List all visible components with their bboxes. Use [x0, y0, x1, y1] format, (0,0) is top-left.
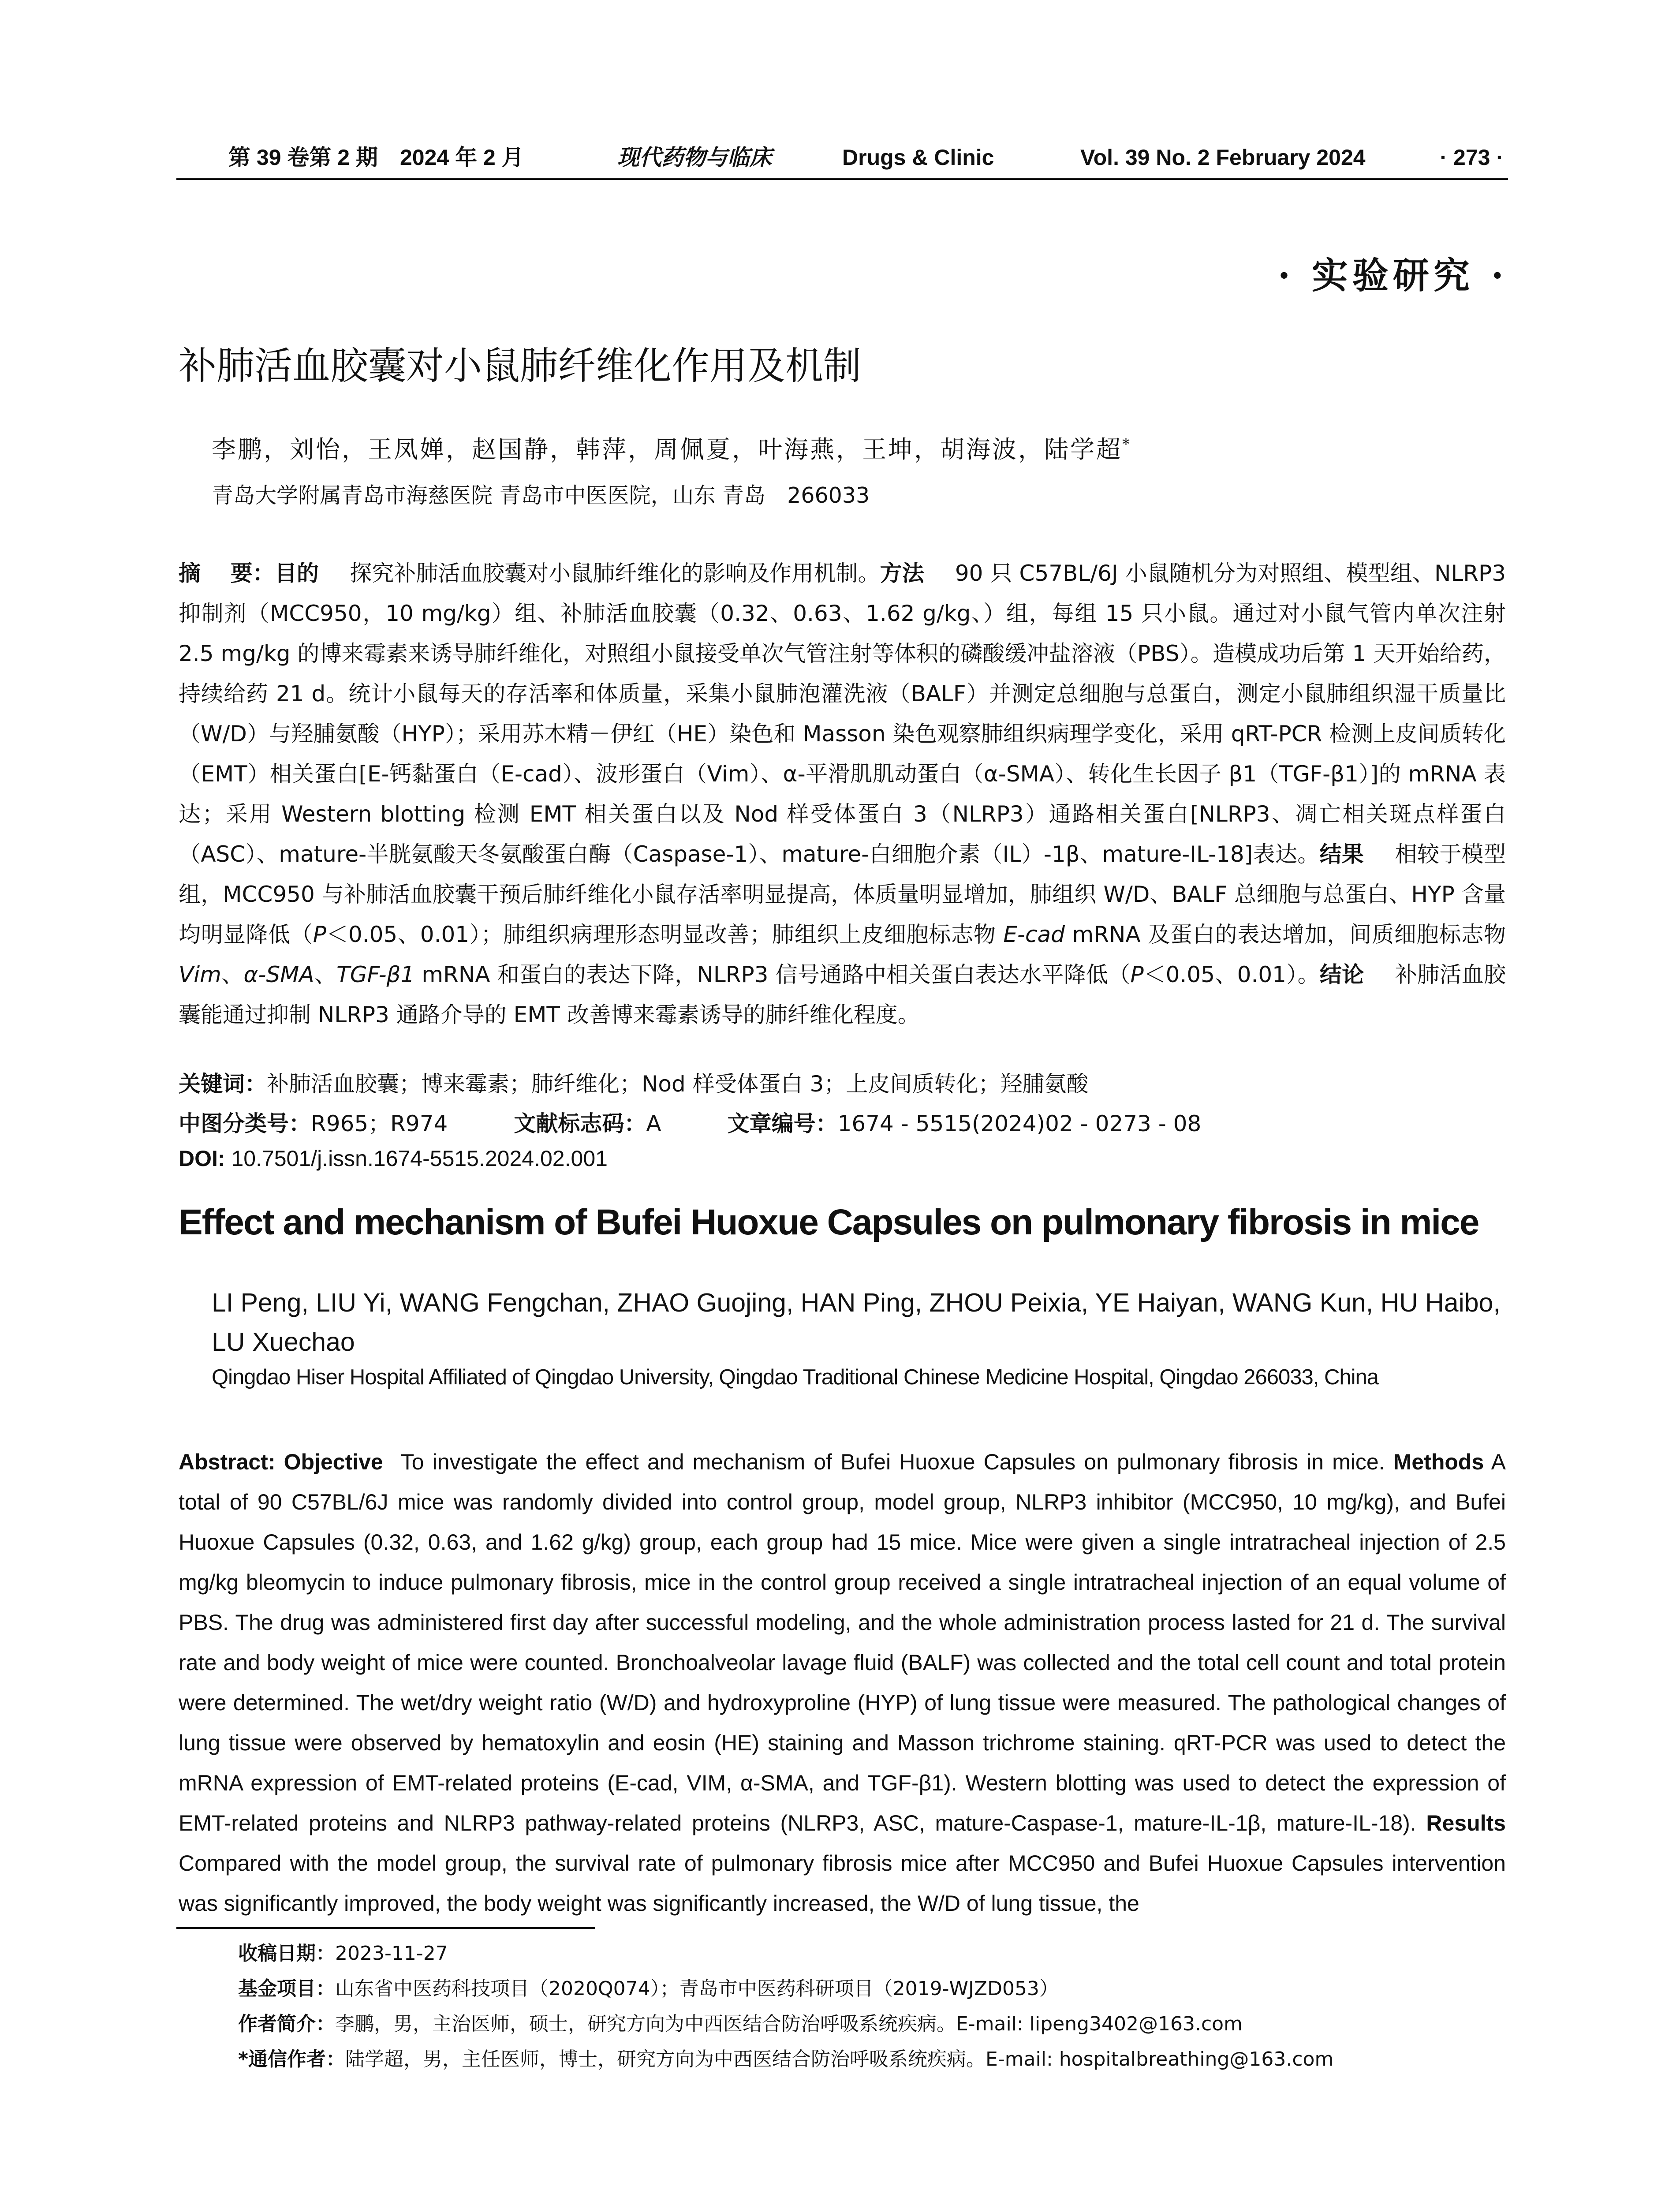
authors-cn [212, 430, 1131, 465]
clc-value: R965；R974 [311, 1111, 448, 1136]
methods-en: A total of 90 C57BL/6J mice was randomly divided into control group, model group, NLRP3 inhibitor (MCC950, 10 mg/kg), and Bufei Huoxue Capsules (0.32, 0.63, and 1.62 g/kg) group, each group had 15 mice. Mice were given a single intratracheal injection of 2.5 mg/kg bleomycin to induce pulmonary fibrosis, mice in the control group received a single intratracheal injection of an equal volume of PBS. The drug was administered first day after successful modeling, and the whole administration process lasted for 21 d. The survival rate and body weight of mice were counted. Bronchoalveolar lavage fluid (BALF) was collected and the total cell count and total protein were determined. The wet/dry weight ratio (W/D) and hydroxyproline (HYP) of lung tissue were measured. The pathological changes of lung tissue were observed by hematoxylin and eosin (HE) staining and Masson trichrome staining. qRT-PCR was used to detect the mRNA expression of EMT-related proteins (E-cad, VIM, α-SMA, and TGF-β1). Western blotting was used to detect the expression of EMT-related proteins and NLRP3 pathway-related proteins (NLRP3, ASC, mature-Caspase-1, mature-IL-1β, mature-IL-18). [179, 1450, 1506, 1835]
authors-en: LI Peng, LIU Yi, WANG Fengchan, ZHAO Guojing, HAN Ping, ZHOU Peixia, YE Haiyan, WANG Kun, HU Haibo, LU Xuechao [212, 1288, 1501, 1357]
methods-cn: 90 只 C57BL/6J 小鼠随机分为对照组、模型组、NLRP3 抑制剂（MCC950，10 mg/kg）组、补肺活血胶囊（0.32、0.63、1.62 g/kg、）组，每组 15 只小鼠。通过对小鼠气管内单次注射 2.5 mg/kg 的博来霉素来诱导肺纤维化，对照组小鼠接受单次气管注射等体积的磷酸缓冲盐溶液（PBS）。造模成功后第 1 天开始给药，持续给药 21 d。统计小鼠每天的存活率和体质量，采集小鼠肺泡灌洗液（BALF）并测定总细胞与总蛋白，测定小鼠肺组织湿干质量比（W/D）与羟脯氨酸（HYP）；采用苏木精－伊红（HE）染色和 Masson 染色观察肺组织病理学变化，采用 qRT-PCR 检测上皮间质转化（EMT）相关蛋白[E-钙黏蛋白（E-cad）、波形蛋白（Vim）、α-平滑肌肌动蛋白（α-SMA）、转化生长因子 β1（TGF-β1）]的 mRNA 表达；采用 Western blotting 检测 EMT 相关蛋白以及 Nod 样受体蛋白 3（NLRP3）通路相关蛋白[NLRP3、凋亡相关斑点样蛋白（ASC）、mature-半胱氨酸天冬氨酸蛋白酶（Caspase-1）、mature-白细胞介素（IL）-1β、mature-IL-18]表达。 [179, 561, 1506, 867]
header-page-number: · 273 · [1440, 145, 1504, 170]
running-header [176, 142, 1508, 173]
results-cn-c: mRNA 及蛋白的表达增加，间质细胞标志物 [1064, 922, 1506, 947]
results-cn-d: mRNA 和蛋白的表达下降，NLRP3 信号通路中相关蛋白表达水平降低（ [414, 962, 1131, 987]
doc-code-label: 文献标志码： [514, 1111, 646, 1136]
header-volume-cn: 第 39 卷第 2 期 2024 年 2 月 [228, 145, 524, 170]
gene-ecad: E-cad [1003, 922, 1065, 947]
title-cn: 补肺活血胶囊对小鼠肺纤维化作用及机制 [179, 344, 861, 388]
article-number-value: 1674 - 5515(2024)02 - 0273 - 08 [837, 1111, 1202, 1136]
article-number-label: 文章编号： [727, 1111, 838, 1136]
results-label-cn: 结果 [1319, 841, 1364, 867]
doi-line [179, 1146, 608, 1171]
corresponding-label: *通信作者： [238, 2048, 346, 2070]
abstract-cn-label: 摘 要： [179, 561, 275, 586]
footnote-rule [176, 1927, 595, 1929]
doc-code-value: A [646, 1111, 661, 1136]
footnote-author [238, 2007, 1517, 2042]
authors-cn-names: 李鹏，刘怡，王凤婵，赵国静，韩萍，周佩夏，叶海燕，王坤，胡海波，陆学超 [212, 435, 1123, 463]
abstract-en [179, 1442, 1506, 1924]
fund-label: 基金项目： [238, 1977, 335, 2000]
results-cn-e: ＜0.05、0.01）。 [1143, 962, 1320, 987]
objective-label-en: Objective [284, 1450, 383, 1474]
affiliation-cn: 青岛大学附属青岛市海慈医院 青岛市中医医院，山东 青岛 266033 [212, 483, 870, 508]
corresponding-mark: * [1122, 435, 1132, 453]
received-label: 收稿日期： [238, 1942, 335, 1965]
author-bio-label: 作者简介： [238, 2013, 335, 2035]
abstract-en-label: Abstract: [179, 1450, 276, 1474]
keywords-cn-label: 关键词： [179, 1071, 267, 1097]
section-label: · 实验研究 · [1277, 254, 1508, 297]
header-rule [176, 178, 1508, 180]
p-value-symbol: P [313, 922, 326, 947]
footnotes [238, 1936, 1517, 2077]
doi-label: DOI: [179, 1146, 225, 1171]
corresponding-text: 陆学超，男，主任医师，博士，研究方向为中西医结合防治呼吸系统疾病。E-mail: hospitalbreathing@163.com [345, 2048, 1334, 2070]
footnote-received [238, 1936, 1517, 1971]
separator-1: 、 [221, 962, 244, 987]
keywords-cn [179, 1066, 1088, 1098]
conclusion-cn: 补肺活血胶囊能通过抑制 NLRP3 通路介导的 EMT 改善博来霉素诱导的肺纤维化程度。 [179, 962, 1506, 1028]
results-cn-a: 相较于模型组，MCC950 与补肺活血胶囊干预后肺纤维化小鼠存活率明显提高，体质量明显增加，肺组织 W/D、BALF 总细胞与总蛋白、HYP 含量均明显降低（ [179, 841, 1506, 947]
received-date: 2023-11-27 [335, 1942, 448, 1965]
footnote-fund [238, 1971, 1517, 2007]
abstract-cn [179, 553, 1506, 1035]
objective-cn: 探究补肺活血胶囊对小鼠肺纤维化的影响及作用机制。 [350, 561, 880, 586]
fund-text: 山东省中医药科技项目（2020Q074）；青岛市中医药科研项目（2019-WJZD053） [335, 1977, 1059, 2000]
doi-value[interactable]: 10.7501/j.issn.1674-5515.2024.02.001 [225, 1146, 608, 1171]
header-journal-en: Drugs & Clinic [842, 145, 994, 170]
conclusion-label-cn: 结论 [1319, 962, 1364, 987]
classification-line [179, 1106, 1201, 1138]
affiliation-en: Qingdao Hiser Hospital Affiliated of Qingdao University, Qingdao Traditional Chinese Medicine Hospital, Qingdao 266033, China [212, 1365, 1379, 1389]
results-cn-b: ＜0.05、0.01）；肺组织病理形态明显改善；肺组织上皮细胞标志物 [326, 922, 1004, 947]
results-en: Compared with the model group, the survival rate of pulmonary fibrosis mice after MCC950 and Bufei Huoxue Capsules intervention was significantly improved, the body weight was significantly increased, the W/D of lung tissue, the [179, 1851, 1506, 1916]
header-volume-en: Vol. 39 No. 2 February 2024 [1080, 145, 1366, 170]
gene-tgf: TGF-β1 [336, 962, 415, 987]
gene-vim: Vim [179, 962, 221, 987]
title-en: Effect and mechanism of Bufei Huoxue Capsules on pulmonary fibrosis in mice [179, 1202, 1479, 1242]
separator-2: 、 [314, 962, 337, 987]
header-journal-cn: 现代药物与临床 [617, 145, 772, 170]
clc-label: 中图分类号： [179, 1111, 311, 1136]
gene-asma: α-SMA [243, 962, 314, 987]
methods-label-en: Methods [1393, 1450, 1484, 1474]
p-value-symbol-2: P [1130, 962, 1144, 987]
keywords-cn-text: 补肺活血胶囊；博来霉素；肺纤维化；Nod 样受体蛋白 3；上皮间质转化；羟脯氨酸 [267, 1071, 1089, 1097]
footnote-corresponding [238, 2042, 1517, 2077]
author-bio-text: 李鹏，男，主治医师，硕士，研究方向为中西医结合防治呼吸系统疾病。E-mail: lipeng3402@163.com [335, 2013, 1243, 2035]
methods-label-cn: 方法 [880, 561, 924, 586]
results-label-en: Results [1426, 1811, 1506, 1835]
objective-label-cn: 目的 [274, 561, 319, 586]
objective-en: To investigate the effect and mechanism of Bufei Huoxue Capsules on pulmonary fibrosis in mice. [400, 1450, 1385, 1474]
